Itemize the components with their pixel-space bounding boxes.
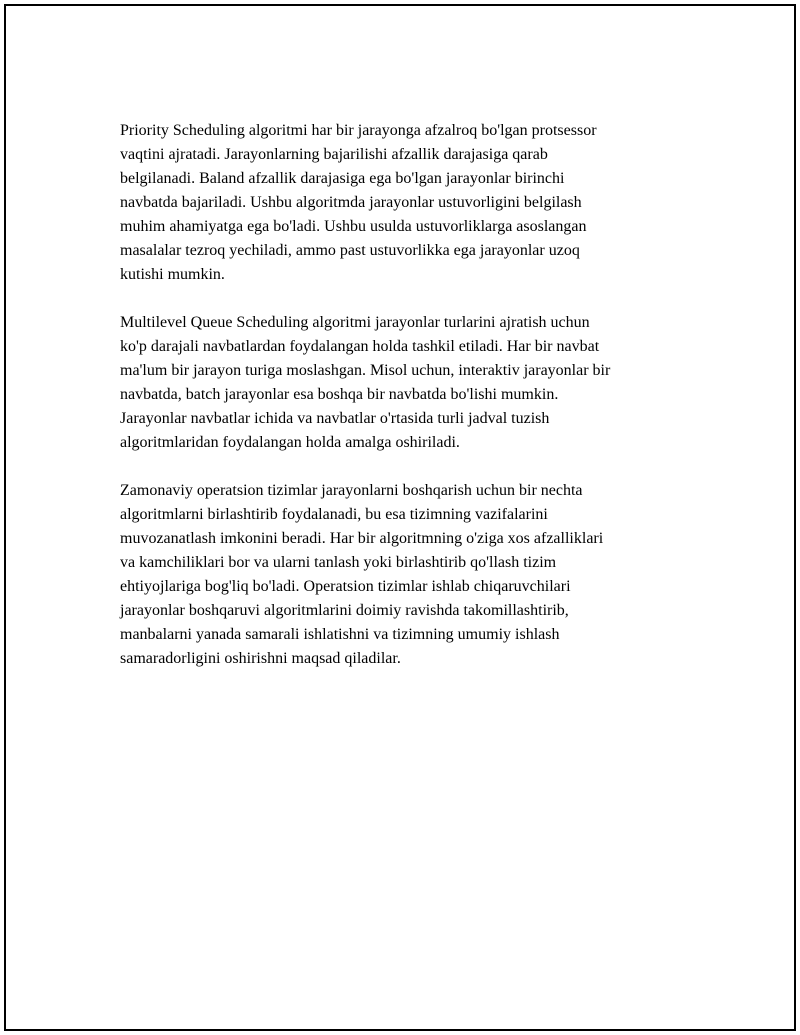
- document-body: [120, 119, 690, 695]
- document-page: [4, 4, 796, 1031]
- paragraph-modern-os: Zamonaviy operatsion tizimlar jarayonlarni boshqarish uchun bir nechta algoritmlarni birlashtirib foydalanadi, bu esa tizimning vazifalarini muvozanatlash imkonini beradi. Har bir algoritmning o'ziga xos afzalliklari va kamchiliklari bor va ularni tanlash yoki birlashtirib qo'llash tizim ehtiyojlariga bog'liq bo'ladi. Operatsion tizimlar ishlab chiqaruvchilari jarayonlar boshqaruvi algoritmlarini doimiy ravishda takomillashtirib, manbalarni yanada samarali ishlatishni va tizimning umumiy ishlash samaradorligini oshirishni maqsad qiladilar.: [120, 482, 604, 667]
- paragraph-multilevel-queue: Multilevel Queue Scheduling algoritmi jarayonlar turlarini ajratish uchun ko'p darajali navbatlardan foydalangan holda tashkil etiladi. Har bir navbat ma'lum bir jarayon turiga moslashgan. Misol uchun, interaktiv jarayonlar bir navbatda, batch jarayonlar esa boshqa bir navbatda bo'lishi mumkin. Jarayonlar navbatlar ichida va navbatlar o'rtasida turli jadval tuzish algoritmlaridan foydalangan holda amalga oshiriladi.: [120, 314, 611, 451]
- paragraph-priority-scheduling: Priority Scheduling algoritmi har bir jarayonga afzalroq bo'lgan protsessor vaqtini ajratadi. Jarayonlarning bajarilishi afzallik darajasiga qarab belgilanadi. Baland afzallik darajasiga ega bo'lgan jarayonlar birinchi navbatda bajariladi. Ushbu algoritmda jarayonlar ustuvorligini belgilash muhim ahamiyatga ega bo'ladi. Ushbu usulda ustuvorliklarga asoslangan masalalar tezroq yechiladi, ammo past ustuvorlikka ega jarayonlar uzoq kutishi mumkin.: [120, 122, 597, 283]
